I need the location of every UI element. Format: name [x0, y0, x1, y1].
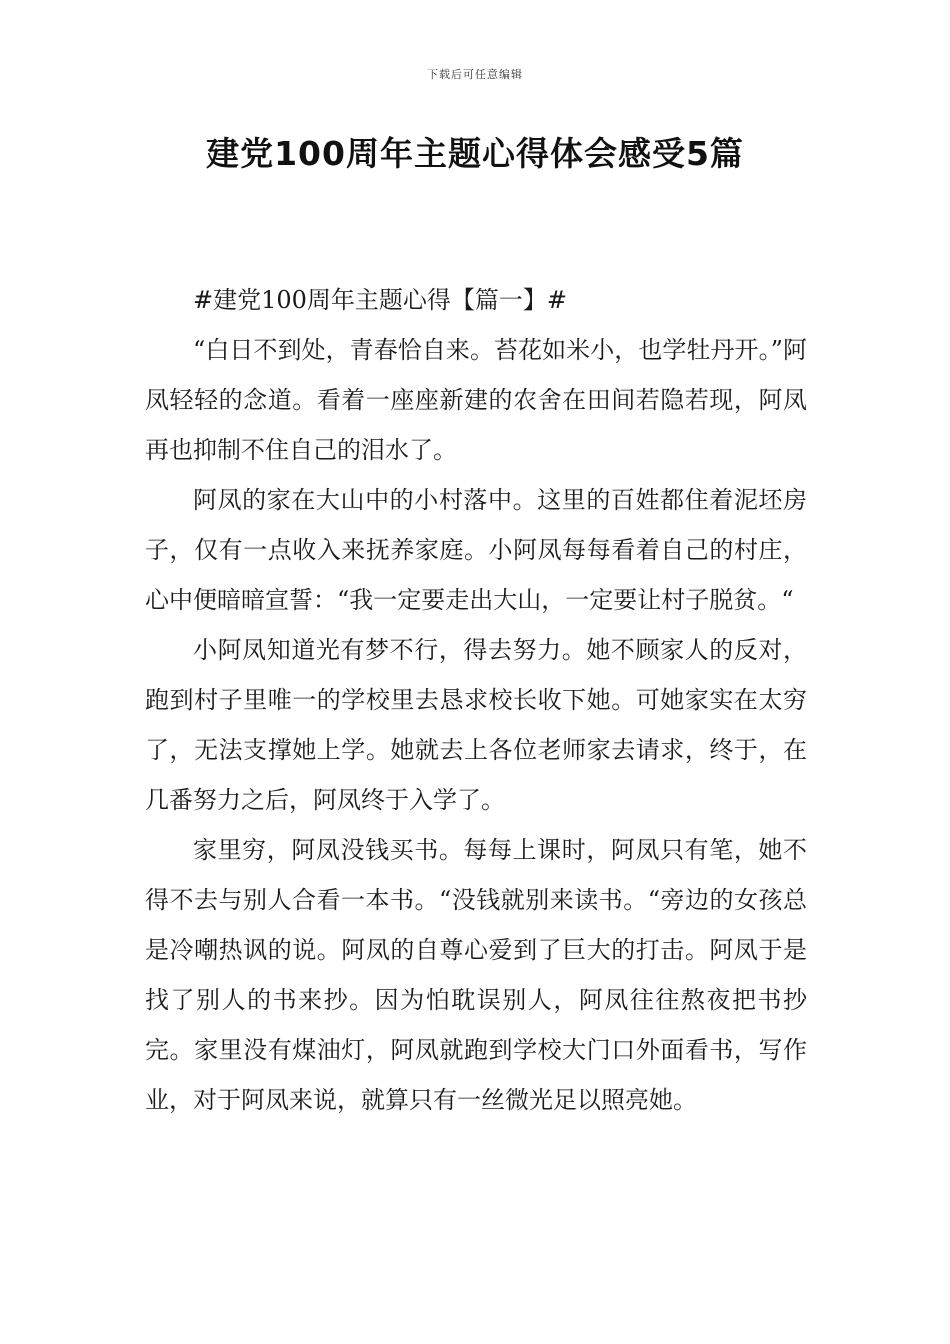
document-title: 建党100周年主题心得体会感受5篇 — [206, 134, 744, 173]
paragraph: 阿凤的家在大山中的小村落中。这里的百姓都住着泥坯房子，仅有一点收入来抚养家庭。小阿凤每每看着自己的村庄，心中便暗暗宣誓：“我一定要走出大山，一定要让村子脱贫。“ — [145, 486, 807, 614]
section-heading: #建党100周年主题心得【篇一】# — [193, 286, 568, 314]
paragraph: 小阿凤知道光有梦不行，得去努力。她不顾家人的反对，跑到村子里唯一的学校里去恳求校长收下她。可她家实在太穷了，无法支撑她上学。她就去上各位老师家去请求，终于，在几番努力之后，阿凤终于入学了。 — [145, 636, 807, 814]
paragraph: 家里穷，阿凤没钱买书。每每上课时，阿凤只有笔，她不得不去与别人合看一本书。“没钱就别来读书。“旁边的女孩总是冷嘲热讽的说。阿凤的自尊心爱到了巨大的打击。阿凤于是找了别人的书来抄。因为怕耽误别人，阿凤往往熬夜把书抄完。家里没有煤油灯，阿凤就跑到学校大门口外面看书，写作业，对于阿凤来说，就算只有一丝微光足以照亮她。 — [145, 836, 807, 1114]
paragraph: “白日不到处，青春恰自来。苔花如米小，也学牡丹开。”阿凤轻轻的念道。看着一座座新建的农舍在田间若隐若现，阿凤再也抑制不住自己的泪水了。 — [145, 336, 807, 464]
header-note: 下载后可任意编辑 — [427, 68, 523, 81]
document-body — [145, 275, 807, 1125]
